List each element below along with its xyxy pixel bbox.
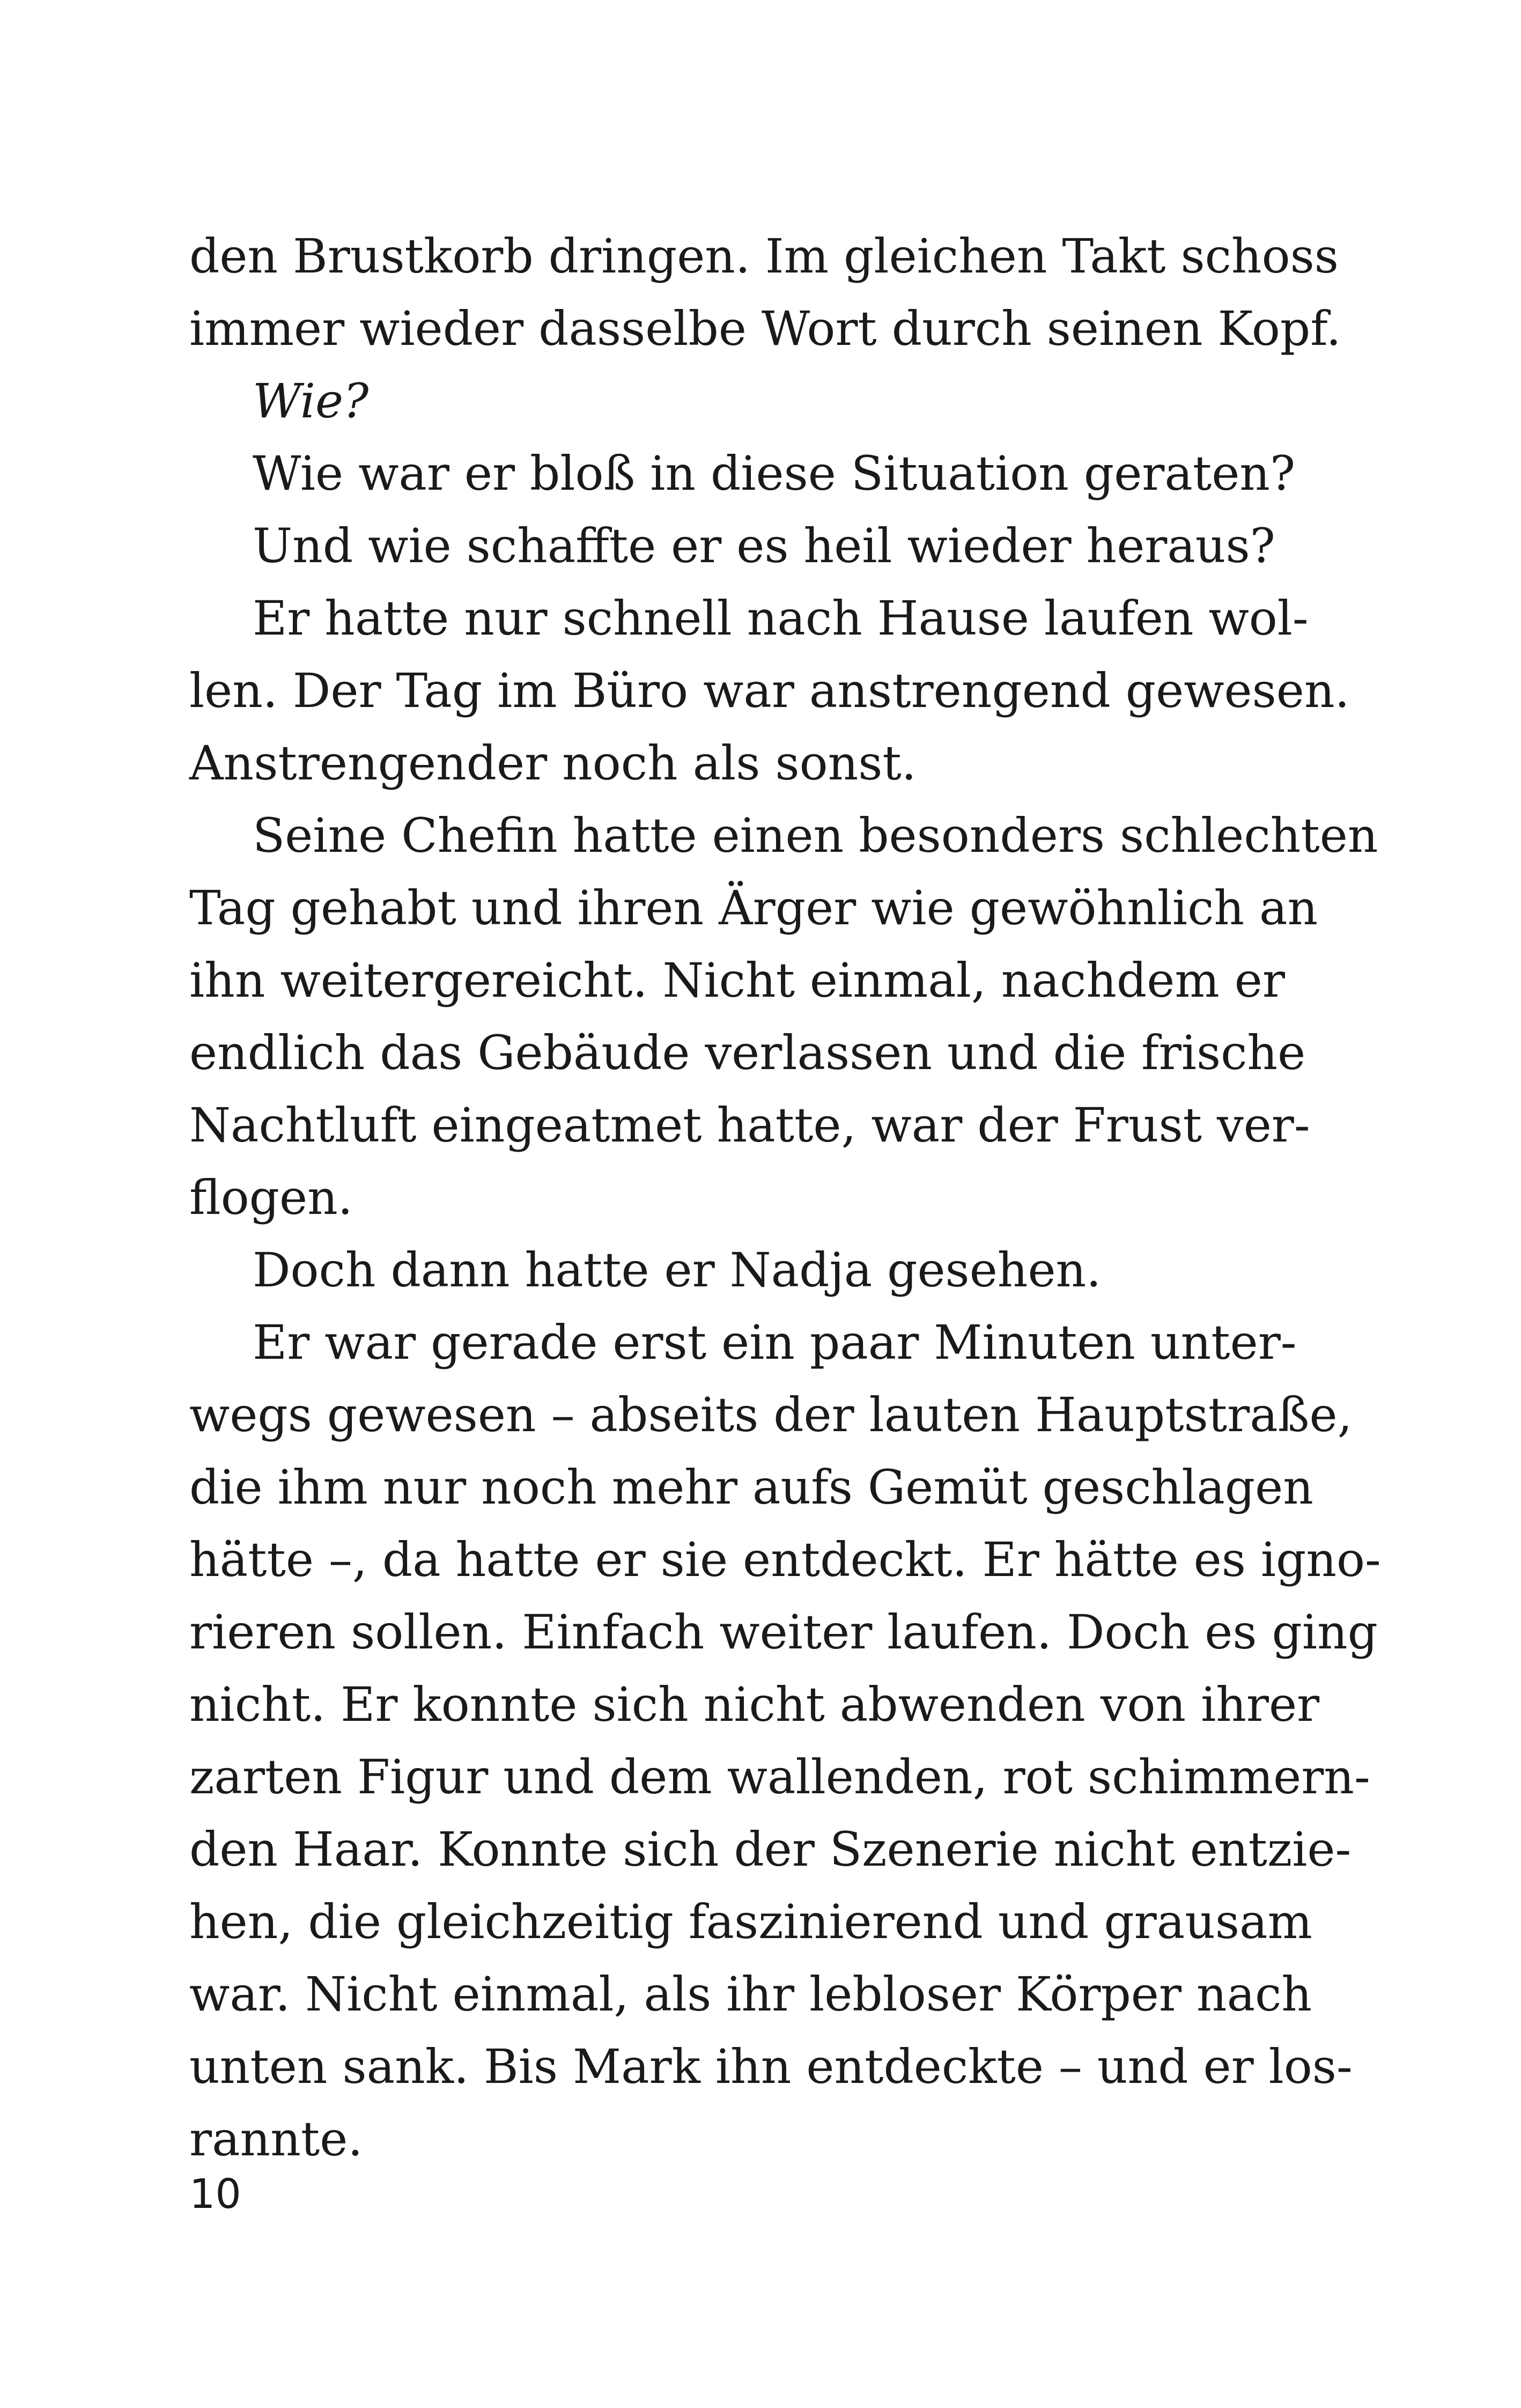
book-page bbox=[189, 0, 1381, 2408]
text-line: flogen. bbox=[189, 1170, 353, 1225]
text-line: Nachtluft eingeatmet hatte, war der Frust ver- bbox=[189, 1098, 1310, 1153]
text-line: den Brustkorb dringen. Im gleichen Takt schoss bbox=[189, 229, 1339, 284]
text-line: Er war gerade erst ein paar Minuten unter- bbox=[253, 1315, 1297, 1370]
text-line: zarten Figur und dem wallenden, rot schimmern- bbox=[189, 1749, 1370, 1805]
text-line: Anstrengender noch als sonst. bbox=[189, 735, 917, 791]
text-line: Wie war er bloß in diese Situation geraten? bbox=[253, 446, 1296, 501]
text-line: Seine Chefin hatte einen besonders schlechten bbox=[253, 808, 1378, 863]
text-line: wegs gewesen – abseits der lauten Hauptstraße, bbox=[189, 1387, 1353, 1442]
text-line: immer wieder dasselbe Wort durch seinen Kopf. bbox=[189, 301, 1341, 356]
text-line: war. Nicht einmal, als ihr lebloser Körper nach bbox=[189, 1967, 1312, 2022]
page-number: 10 bbox=[189, 2170, 241, 2218]
text-line-italic: Wie? bbox=[253, 373, 369, 429]
text-line: Und wie schaffte er es heil wieder heraus? bbox=[253, 518, 1275, 573]
text-line: die ihm nur noch mehr aufs Gemüt geschlagen bbox=[189, 1460, 1313, 1515]
text-line: len. Der Tag im Büro war anstrengend gewesen. bbox=[189, 663, 1350, 718]
text-line: endlich das Gebäude verlassen und die frische bbox=[189, 1025, 1306, 1080]
text-line: Er hatte nur schnell nach Hause laufen wol- bbox=[253, 591, 1309, 646]
text-line: rannte. bbox=[189, 2111, 363, 2167]
text-line: rieren sollen. Einfach weiter laufen. Doch es ging bbox=[189, 1604, 1378, 1660]
text-line: Doch dann hatte er Nadja gesehen. bbox=[253, 1242, 1102, 1298]
text-line: hen, die gleichzeitig faszinierend und grausam bbox=[189, 1894, 1312, 1949]
text-line: Tag gehabt und ihren Ärger wie gewöhnlich an bbox=[189, 880, 1318, 936]
text-line: hätte –, da hatte er sie entdeckt. Er hätte es igno- bbox=[189, 1532, 1381, 1587]
text-line: ihn weitergereicht. Nicht einmal, nachdem er bbox=[189, 953, 1285, 1008]
text-line: nicht. Er konnte sich nicht abwenden von ihrer bbox=[189, 1677, 1320, 1732]
text-line: unten sank. Bis Mark ihn entdeckte – und er los- bbox=[189, 2039, 1353, 2094]
text-line: den Haar. Konnte sich der Szenerie nicht entzie- bbox=[189, 1822, 1352, 1877]
